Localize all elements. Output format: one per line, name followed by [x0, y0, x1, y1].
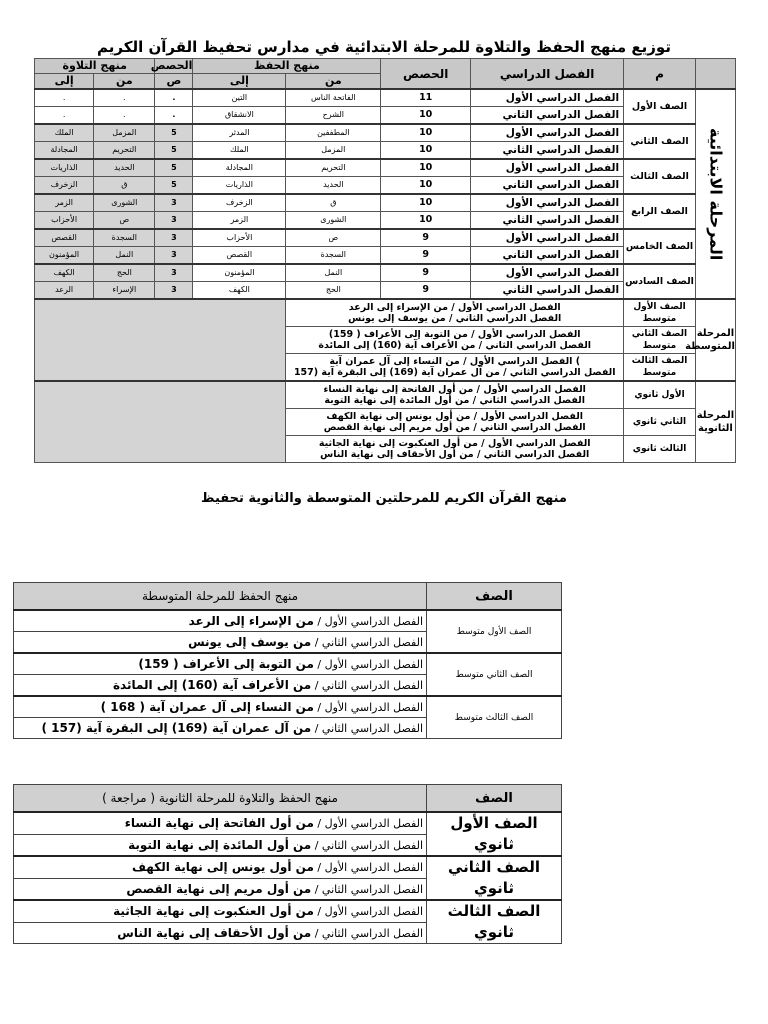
semester-range: من أول مريم إلى نهاية القصص — [126, 881, 312, 896]
secondary-content-cell — [286, 436, 624, 463]
periods-cell: 9 — [381, 247, 471, 265]
semester-row — [14, 610, 562, 632]
rec-to-cell: القصص — [35, 229, 94, 247]
header-rec-to: إلى — [35, 74, 94, 90]
periods-cell: 11 — [381, 89, 471, 107]
rec-to-cell: الذاريات — [35, 159, 94, 177]
semester-range: من أول الأحقاف إلى نهاية الناس — [117, 925, 312, 940]
secondary-stage-table — [13, 784, 562, 944]
rec-periods-cell: 3 — [155, 229, 193, 247]
grade-cell: الصف الأول ثانوي — [427, 812, 562, 856]
semester-row — [14, 856, 562, 878]
periods-cell: 9 — [381, 229, 471, 247]
rec-periods-cell: 5 — [155, 142, 193, 160]
header-m: م — [624, 59, 696, 90]
middle-content-cell — [286, 327, 624, 354]
middle-header: منهج الحفظ للمرحلة المتوسطة — [14, 583, 427, 611]
semester-cell: الفصل الدراسي الأول — [471, 89, 624, 107]
rec-to-cell: . — [35, 89, 94, 107]
semester-label: الفصل الدراسي الثاني / — [314, 882, 423, 896]
semester-cell — [14, 718, 427, 739]
header-semester: الفصل الدراسي — [471, 59, 624, 90]
semester-cell — [14, 856, 427, 878]
rec-to-cell: الزمر — [35, 194, 94, 212]
content-line-1: الفصل الدراسي الأول / من أول العنكبوت إلى نهاية الجاثية — [318, 438, 591, 449]
rec-periods-cell: 5 — [155, 177, 193, 195]
rec-to-cell: الرعد — [35, 282, 94, 300]
mem-from-cell: المزمل — [286, 142, 381, 160]
rec-to-cell: المؤمنون — [35, 247, 94, 265]
grade-cell: الصف الثالث ثانوي — [427, 900, 562, 944]
primary-row — [35, 124, 736, 142]
middle-stage-label: المرحلة المتوسطة — [695, 299, 735, 381]
mem-from-cell: الفاتحة الناس — [286, 89, 381, 107]
content-line-1: الفصل الدراسي الأول / من أول يونس إلى نهاية الكهف — [326, 411, 584, 422]
mem-to-cell: المدثر — [193, 124, 286, 142]
content-line-2: الفصل الدراسي الثاني / من أول المائدة إلى نهاية التوبة — [324, 395, 586, 406]
mem-to-cell: القصص — [193, 247, 286, 265]
semester-range: من الإسراء إلى الرعد — [188, 614, 314, 628]
mem-from-cell: الحديد — [286, 177, 381, 195]
rec-to-cell: المجادلة — [35, 142, 94, 160]
semester-label: الفصل الدراسي الثاني / — [314, 722, 423, 735]
secondary-header: منهج الحفظ والتلاوة للمرحلة الثانوية ( مراجعة ) — [14, 785, 427, 813]
stage-primary-label: المرحلة الابتدائية — [695, 89, 735, 299]
middle-row — [35, 299, 736, 327]
mem-from-cell: الحج — [286, 282, 381, 300]
semester-range: من أول الفاتحة إلى نهاية النساء — [124, 816, 314, 831]
rec-from-cell: المزمل — [94, 124, 155, 142]
semester-cell — [14, 878, 427, 900]
semester-row — [14, 812, 562, 834]
semester-cell: الفصل الدراسي الثاني — [471, 282, 624, 300]
semester-label: الفصل الدراسي الأول / — [317, 615, 423, 628]
content-line-1: ) الفصل الدراسي الأول / من النساء إلى آل عمران آية — [329, 356, 581, 367]
grade-cell: الصف السادس — [624, 264, 696, 299]
primary-row — [35, 194, 736, 212]
grade-cell: الصف الأول متوسط — [427, 610, 562, 653]
primary-row — [35, 229, 736, 247]
rec-periods-cell: 3 — [155, 264, 193, 282]
semester-range: من التوبة إلى الأعراف ( 159) — [138, 657, 314, 671]
header-rec-from: من — [94, 74, 155, 90]
middle-content-cell — [286, 299, 624, 327]
rec-periods-cell: . — [155, 89, 193, 107]
semester-cell: الفصل الدراسي الأول — [471, 229, 624, 247]
semester-label: الفصل الدراسي الأول / — [317, 817, 423, 831]
rec-periods-cell: 3 — [155, 194, 193, 212]
semester-cell: الفصل الدراسي الأول — [471, 194, 624, 212]
semester-row — [14, 653, 562, 675]
secondary-stage-label: المرحلة الثانوية — [695, 381, 735, 463]
header-mem-from: من — [286, 74, 381, 90]
header-stage-blank — [695, 59, 735, 90]
grade-cell: الصف الخامس — [624, 229, 696, 264]
semester-label: الفصل الدراسي الأول / — [317, 905, 423, 919]
header-recitation: منهج التلاوة — [35, 59, 155, 74]
rec-from-cell: . — [94, 107, 155, 125]
header-periods-short: الحصص — [150, 59, 193, 72]
page-title: توزيع منهج الحفظ والتلاوة للمرحلة الابتدائية في مدارس تحفيظ القرآن الكريم — [97, 38, 671, 56]
semester-cell: الفصل الدراسي الثاني — [471, 177, 624, 195]
semester-cell: الفصل الدراسي الثاني — [471, 107, 624, 125]
mem-from-cell: الشورى — [286, 212, 381, 230]
rec-periods-cell: 5 — [155, 124, 193, 142]
rec-to-cell: الأحزاب — [35, 212, 94, 230]
middle-grade-cell: الصف الثالث متوسط — [624, 354, 696, 382]
rec-to-cell: الملك — [35, 124, 94, 142]
semester-cell — [14, 900, 427, 922]
header-periods: الحصص — [381, 59, 471, 90]
mem-to-cell: الملك — [193, 142, 286, 160]
rec-from-cell: . — [94, 89, 155, 107]
semester-cell: الفصل الدراسي الأول — [471, 264, 624, 282]
mem-from-cell: الشرح — [286, 107, 381, 125]
periods-cell: 10 — [381, 177, 471, 195]
mem-from-cell: النمل — [286, 264, 381, 282]
middle-grade-cell: الصف الثاني متوسط — [624, 327, 696, 354]
mem-from-cell: التحريم — [286, 159, 381, 177]
mem-from-cell: السجدة — [286, 247, 381, 265]
rec-periods-cell: 3 — [155, 282, 193, 300]
mem-to-cell: الانشقاق — [193, 107, 286, 125]
mem-from-cell: ص — [286, 229, 381, 247]
semester-cell: الفصل الدراسي الثاني — [471, 142, 624, 160]
header-memorization: منهج الحفظ — [193, 59, 381, 74]
mem-to-cell: الذاريات — [193, 177, 286, 195]
mem-from-cell: المطففين — [286, 124, 381, 142]
secondary-grade-cell: الثاني ثانوي — [624, 409, 696, 436]
semester-cell — [14, 632, 427, 654]
semester-range: من أول العنكبوت إلى نهاية الجاثية — [113, 904, 314, 919]
middle-stage-table — [13, 582, 562, 739]
rec-to-cell: . — [35, 107, 94, 125]
content-line-2: الفصل الدراسي الثاني / من يوسف إلى يونس — [348, 313, 562, 324]
rec-from-cell: ص — [94, 212, 155, 230]
semester-cell: الفصل الدراسي الثاني — [471, 247, 624, 265]
rec-periods-cell: 3 — [155, 247, 193, 265]
grade-cell: الصف الثاني متوسط — [427, 653, 562, 696]
middle-content-cell — [286, 354, 624, 382]
semester-range: من آل عمران آية (169) إلى البقرة آية (157 ) — [41, 721, 312, 735]
rec-from-cell: التحريم — [94, 142, 155, 160]
mem-to-cell: المؤمنون — [193, 264, 286, 282]
content-line-2: الفصل الدراسي الثاني / من أول الأحقاف إلى نهاية الناس — [320, 449, 590, 460]
primary-row — [35, 264, 736, 282]
grade-cell: الصف الأول — [624, 89, 696, 124]
secondary-grade-header: الصف — [427, 785, 562, 813]
periods-cell: 10 — [381, 159, 471, 177]
middle-blank-cell — [35, 299, 286, 381]
semester-row — [14, 900, 562, 922]
mem-to-cell: التين — [193, 89, 286, 107]
rec-from-cell: الشورى — [94, 194, 155, 212]
primary-row — [35, 159, 736, 177]
semester-range: من الأعراف آية (160) إلى المائدة — [112, 678, 312, 692]
mem-to-cell: الزمر — [193, 212, 286, 230]
mem-to-cell: المجادلة — [193, 159, 286, 177]
periods-cell: 10 — [381, 212, 471, 230]
header-mem-to: إلى — [193, 74, 286, 90]
semester-cell — [14, 675, 427, 697]
semester-cell — [14, 610, 427, 632]
grade-cell: الصف الثالث — [624, 159, 696, 194]
semester-cell — [14, 696, 427, 718]
content-line-1: الفصل الدراسي الأول / من أول الفاتحة إلى نهاية النساء — [323, 384, 586, 395]
semester-label: الفصل الدراسي الأول / — [317, 861, 423, 875]
secondary-grade-cell: الثالث ثانوي — [624, 436, 696, 463]
section-caption: منهج القرآن الكريم للمرحلتين المتوسطة والثانوية تحفيظ — [201, 491, 567, 506]
secondary-blank-cell — [35, 381, 286, 463]
semester-label: الفصل الدراسي الثاني / — [314, 838, 423, 852]
rec-from-cell: ق — [94, 177, 155, 195]
primary-row — [35, 89, 736, 107]
grade-cell: الصف الثاني — [624, 124, 696, 159]
semester-label: الفصل الدراسي الثاني / — [314, 679, 423, 692]
semester-range: من أول المائدة إلى نهاية التوبة — [128, 837, 312, 852]
content-line-1: الفصل الدراسي الأول / من التوبة إلى الأعراف ( 159) — [328, 329, 581, 340]
semester-row — [14, 696, 562, 718]
rec-from-cell: الإسراء — [94, 282, 155, 300]
content-line-2: الفصل الدراسي الثاني / من الأعراف آية (160) إلى المائدة — [318, 340, 592, 351]
periods-cell: 10 — [381, 194, 471, 212]
mem-from-cell: ق — [286, 194, 381, 212]
semester-range: من أول يونس إلى نهاية الكهف — [132, 860, 314, 875]
semester-label: الفصل الدراسي الثاني / — [314, 636, 423, 649]
mem-to-cell: الأحزاب — [193, 229, 286, 247]
primary-curriculum-table — [34, 58, 736, 463]
periods-cell: 9 — [381, 264, 471, 282]
rec-from-cell: الحج — [94, 264, 155, 282]
grade-cell: الصف الثالث متوسط — [427, 696, 562, 739]
content-line-2: الفصل الدراسي الثاني / من آل عمران آية (169) إلى البقرة آية (157 — [293, 367, 616, 378]
grade-cell: الصف الثاني ثانوي — [427, 856, 562, 900]
semester-range: من النساء إلى آل عمران آية ( 168 ) — [100, 700, 314, 714]
semester-label: الفصل الدراسي الأول / — [317, 701, 423, 714]
semester-cell: الفصل الدراسي الثاني — [471, 212, 624, 230]
semester-cell — [14, 812, 427, 834]
secondary-content-cell — [286, 409, 624, 436]
rec-periods-cell: 3 — [155, 212, 193, 230]
semester-cell: الفصل الدراسي الأول — [471, 159, 624, 177]
secondary-grade-cell: الأول ثانوي — [624, 381, 696, 409]
periods-cell: 9 — [381, 282, 471, 300]
middle-grade-header: الصف — [427, 583, 562, 611]
header-rec-p: ص — [155, 74, 193, 90]
mem-to-cell: الزخرف — [193, 194, 286, 212]
semester-cell: الفصل الدراسي الأول — [471, 124, 624, 142]
rec-to-cell: الكهف — [35, 264, 94, 282]
semester-label: الفصل الدراسي الأول / — [317, 658, 423, 671]
middle-grade-cell: الصف الأول متوسط — [624, 299, 696, 327]
rec-to-cell: الزخرف — [35, 177, 94, 195]
rec-from-cell: النمل — [94, 247, 155, 265]
content-line-1: الفصل الدراسي الأول / من الإسراء إلى الرعد — [348, 302, 561, 313]
periods-cell: 10 — [381, 142, 471, 160]
semester-range: من يوسف إلى يونس — [188, 635, 312, 649]
content-line-2: الفصل الدراسي الثاني / من أول مريم إلى نهاية القصص — [323, 422, 586, 433]
periods-cell: 10 — [381, 124, 471, 142]
rec-periods-cell: . — [155, 107, 193, 125]
semester-cell — [14, 922, 427, 943]
grade-cell: الصف الرابع — [624, 194, 696, 229]
secondary-row — [35, 381, 736, 409]
rec-from-cell: الحديد — [94, 159, 155, 177]
secondary-content-cell — [286, 381, 624, 409]
semester-cell — [14, 653, 427, 675]
rec-periods-cell: 5 — [155, 159, 193, 177]
semester-cell — [14, 834, 427, 856]
rec-from-cell: السجدة — [94, 229, 155, 247]
periods-cell: 10 — [381, 107, 471, 125]
mem-to-cell: الكهف — [193, 282, 286, 300]
semester-label: الفصل الدراسي الثاني / — [314, 926, 423, 940]
